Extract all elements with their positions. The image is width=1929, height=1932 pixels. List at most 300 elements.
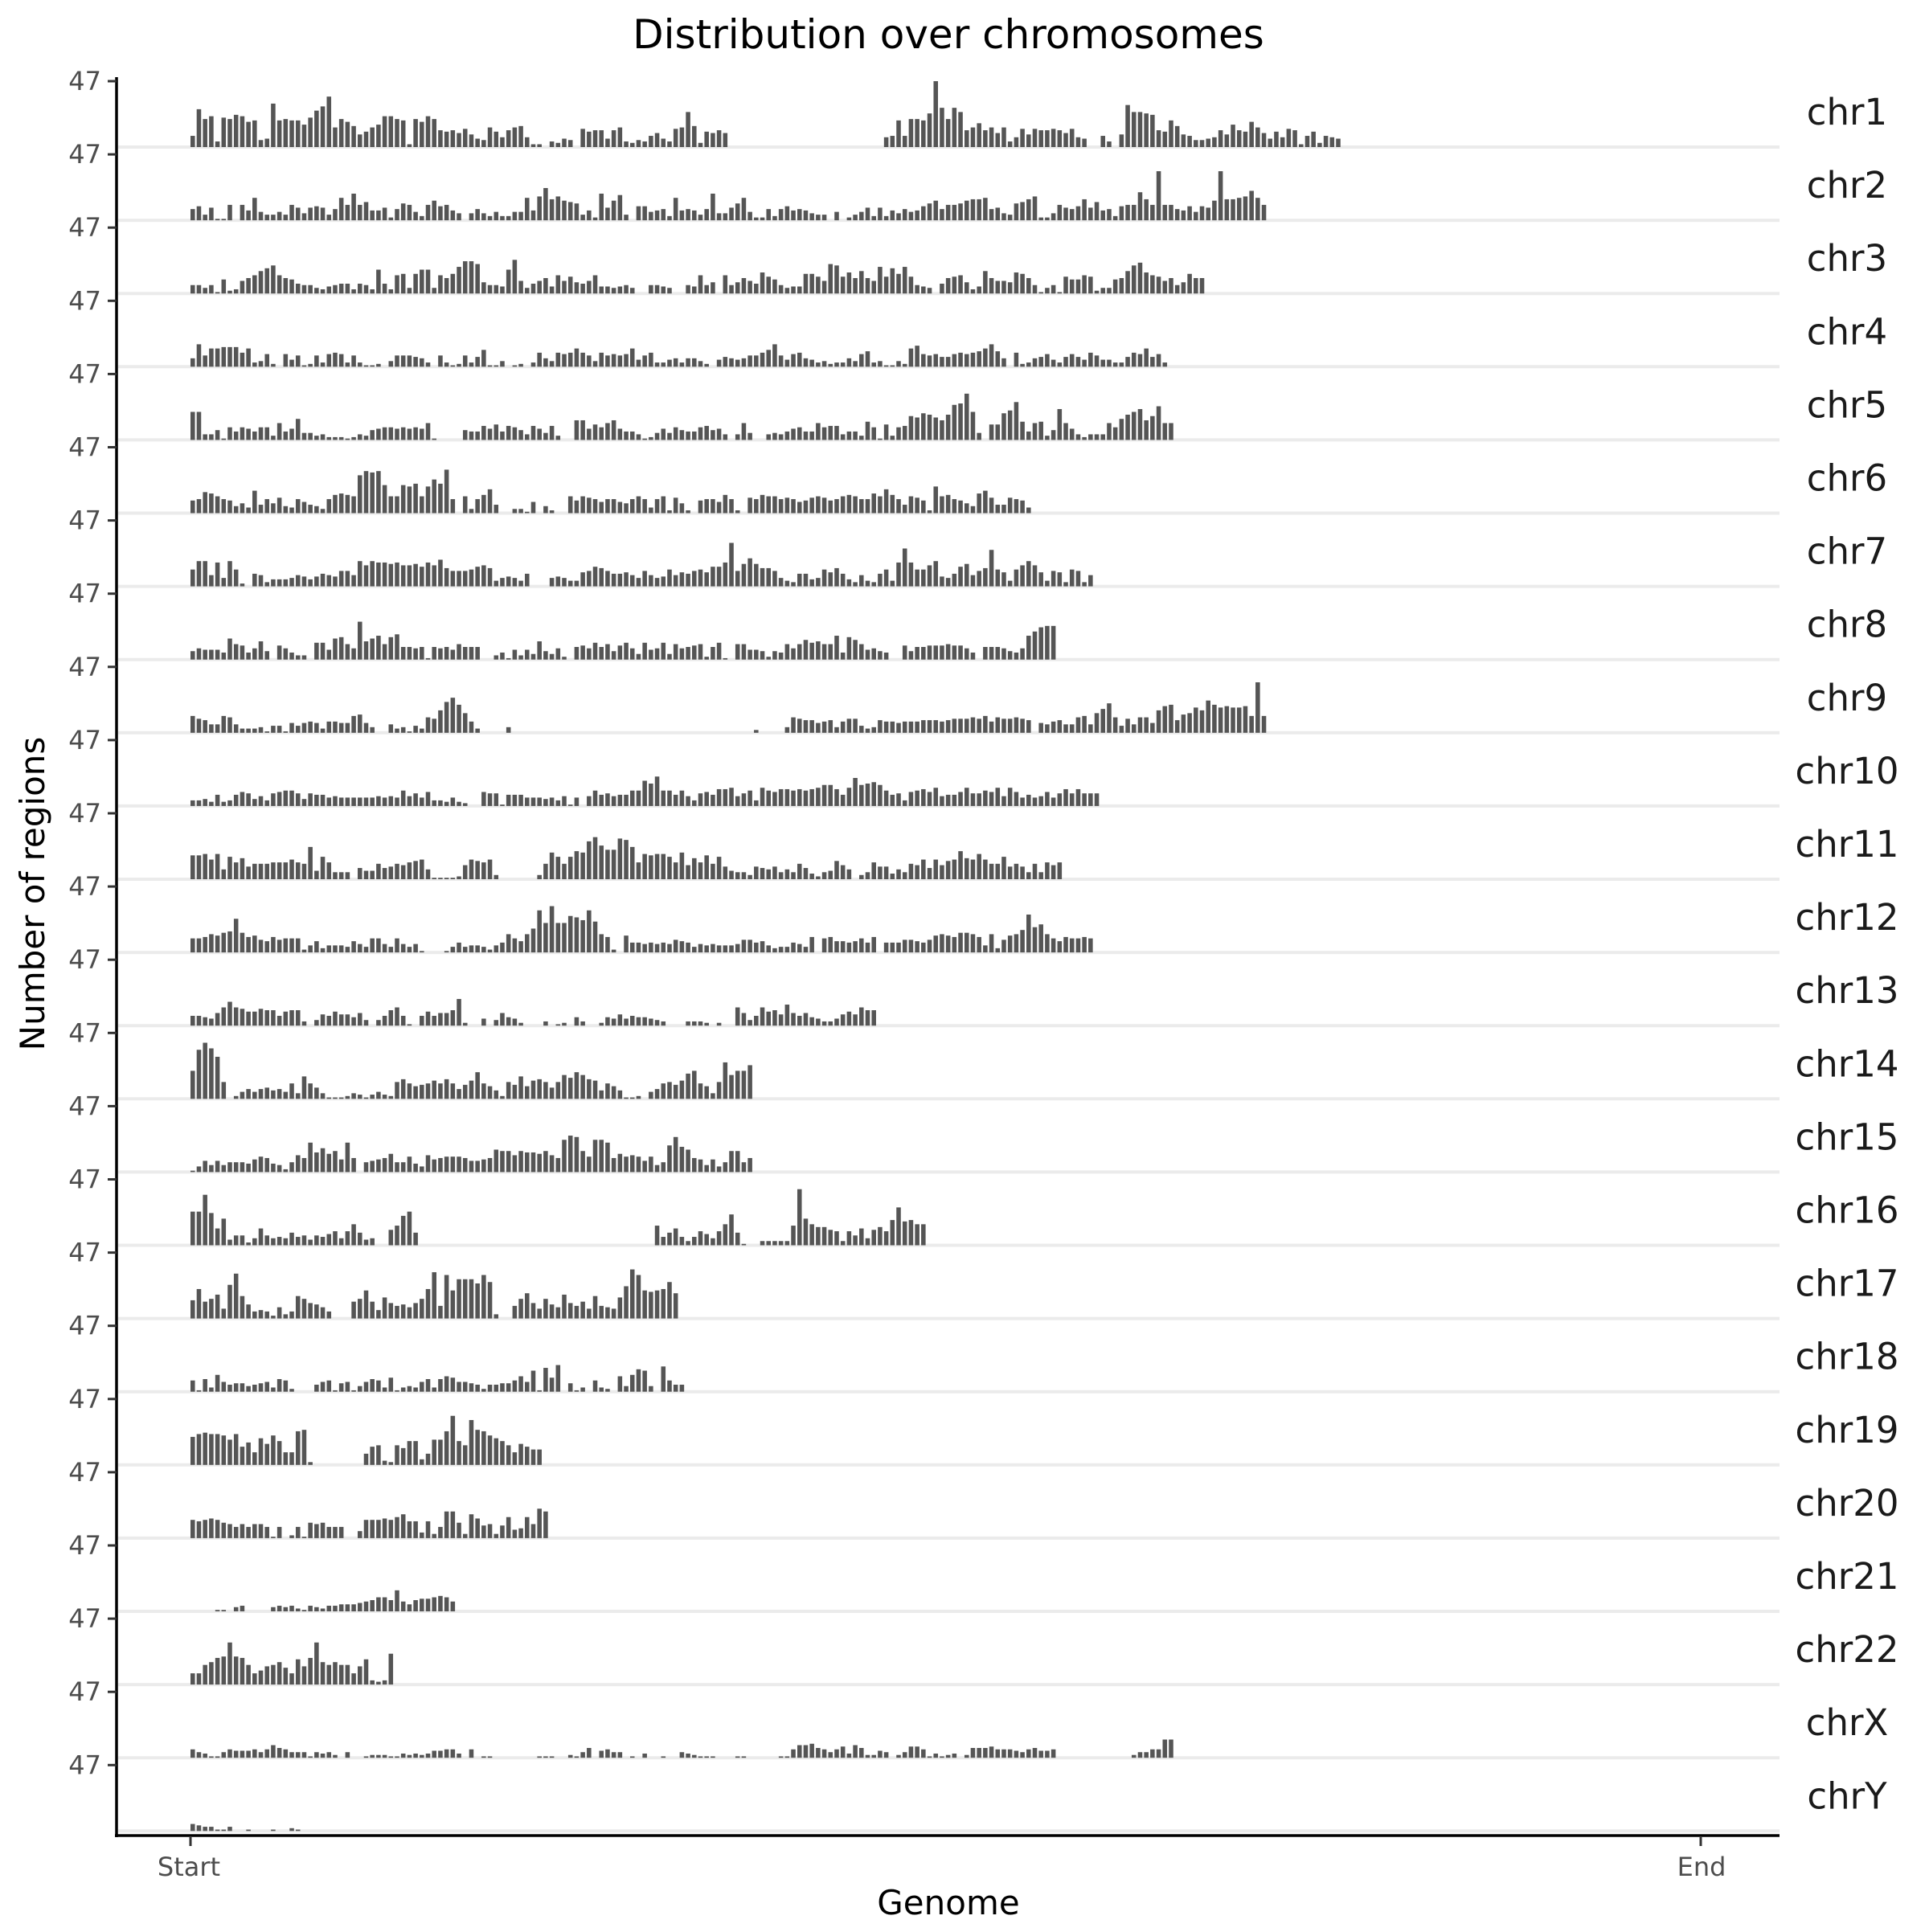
bar-chr8-2 [203,649,207,659]
bar-chr22-19 [308,1658,313,1684]
bar-chr9-147 [1100,709,1105,733]
bar-chr6-74 [649,508,653,514]
bar-chr4-17 [296,355,301,366]
bar-chr16-20 [314,1235,319,1245]
bar-chr10-106 [847,788,852,806]
bar-chr6-19 [308,505,313,513]
bar-chr9-142 [1070,724,1075,732]
panel-chr19 [118,1409,1899,1465]
bar-chr17-14 [277,1308,282,1319]
bar-chr15-16 [289,1162,294,1172]
bar-chr12-11 [259,939,264,952]
bar-chr7-33 [395,563,399,587]
bar-chr16-108 [859,1229,864,1246]
bar-chr3-58 [550,286,555,293]
bar-chr18-51 [506,1383,511,1391]
bar-chr2-16 [289,205,294,220]
bar-chr9-160 [1182,714,1186,733]
y-tick-label-22: 47 [68,1676,101,1708]
bar-chrX-117 [915,1746,919,1758]
y-tick-label-0: 47 [68,66,101,96]
bar-chr3-60 [562,281,567,294]
bar-chr15-44 [463,1158,468,1172]
bar-chr18-35 [408,1386,412,1392]
bar-chr5-150 [1120,419,1124,440]
bar-chr2-122 [946,205,951,220]
bar-chr22-16 [289,1673,294,1684]
bar-chr10-27 [358,797,362,805]
bar-chr5-39 [432,439,436,440]
bar-chr11-88 [735,872,740,879]
bar-chr2-38 [426,205,431,220]
bar-chr22-14 [277,1662,282,1684]
bar-chr10-114 [896,793,901,806]
bar-chr22-12 [264,1666,269,1684]
bar-chr12-104 [834,941,839,952]
bar-chr12-72 [637,943,641,952]
bar-chr6-97 [791,499,796,513]
bar-chr3-113 [891,268,895,293]
bar-chr10-100 [809,789,814,806]
bar-chr3-25 [346,284,350,293]
bar-chr21-24 [339,1604,344,1611]
bar-chr12-142 [1070,939,1075,952]
bar-chr6-96 [785,497,790,513]
bar-chr21-28 [364,1602,369,1611]
bar-chr11-78 [674,862,678,879]
bar-chr10-59 [556,800,561,806]
panel-chr6 [118,457,1887,514]
bar-chr2-36 [413,212,418,220]
bar-chr14-43 [457,1089,461,1099]
bar-chr2-142 [1070,209,1075,220]
bar-chr1-51 [506,130,511,147]
bar-chr8-111 [878,651,883,659]
bar-chr5-101 [816,423,821,440]
bar-chr8-110 [871,649,876,660]
panel-chrX [118,1701,1888,1758]
bar-chr10-1 [197,800,202,806]
bar-chr2-68 [612,201,616,220]
bar-chr2-5 [222,219,227,220]
bar-chr8-17 [296,655,301,659]
bar-chr15-53 [518,1151,523,1172]
bar-chr4-33 [395,355,399,366]
bar-chr15-69 [618,1154,623,1173]
bar-chr20-12 [264,1527,269,1538]
bar-chr2-149 [1113,216,1118,220]
bar-chr16-114 [896,1207,901,1245]
bar-chr4-61 [568,353,573,366]
bar-chr1-176 [1280,137,1285,147]
bar-chr1-85 [717,130,722,147]
bar-chr12-145 [1088,939,1093,952]
bar-chr20-48 [488,1524,493,1537]
bar-chr13-27 [358,1013,362,1026]
y-tick-label-15: 47 [68,1164,101,1195]
bar-chr11-13 [271,862,276,879]
bar-chr4-137 [1038,357,1043,366]
bar-chr3-44 [463,261,468,293]
bar-chr10-78 [674,795,678,806]
bar-chr6-121 [940,497,944,514]
bar-chr10-26 [351,797,356,805]
bar-chr9-25 [346,723,350,733]
bar-chr5-104 [834,426,839,440]
bar-chr18-27 [358,1386,362,1392]
bar-chr9-123 [952,718,957,732]
bar-chr6-104 [834,499,839,513]
bar-chrX-88 [735,1756,740,1758]
bar-chr11-108 [859,875,864,879]
panel-chr3 [118,237,1887,293]
bar-chr9-159 [1175,720,1180,733]
bar-chr4-11 [259,361,264,366]
bar-chr11-120 [933,860,938,879]
bar-chr13-108 [859,1008,864,1026]
panel-chr14 [118,1042,1899,1099]
bar-chr8-79 [680,649,685,660]
bar-chr10-9 [246,793,251,806]
bar-chr22-29 [370,1680,375,1684]
bar-chr5-11 [259,428,264,440]
bar-chr1-153 [1138,112,1143,147]
bar-chr16-98 [797,1189,802,1246]
bar-chr1-44 [463,129,468,147]
bar-chr11-101 [816,877,821,879]
bar-chr17-19 [308,1303,313,1318]
bar-chrX-57 [543,1756,548,1758]
bar-chr15-49 [494,1149,498,1172]
bar-chr13-101 [816,1018,821,1025]
bar-chr18-4 [215,1375,220,1392]
bar-chr5-112 [884,424,889,440]
bar-chr4-22 [326,354,331,367]
bar-chr3-97 [791,286,796,293]
bar-chr17-54 [525,1293,530,1318]
bar-chr13-31 [383,1016,387,1025]
bar-chr5-137 [1038,422,1043,440]
bar-chr11-124 [958,851,963,879]
bar-chr18-24 [339,1383,344,1391]
bar-chrX-127 [977,1748,981,1758]
bar-chr6-23 [333,495,338,514]
bar-chr15-76 [661,1162,666,1172]
bar-chr10-108 [859,785,864,806]
bar-chr15-40 [438,1158,443,1172]
bar-chr17-28 [364,1291,369,1319]
bar-chr11-98 [797,864,802,879]
bar-chr13-100 [809,1017,814,1025]
bar-chr6-0 [190,501,195,514]
bar-chrX-42 [451,1750,456,1758]
bar-chr8-16 [289,653,294,660]
bar-chr5-28 [364,436,369,440]
bar-chr4-130 [996,351,1001,366]
bar-chr12-113 [891,943,895,952]
bar-chr2-137 [1038,218,1043,220]
bar-chr13-57 [543,1021,548,1025]
bar-chr4-156 [1157,354,1161,367]
bar-chr3-59 [556,276,561,294]
bar-chr1-49 [494,132,498,147]
bar-chr9-117 [915,722,919,733]
bar-chr6-70 [624,503,629,513]
bar-chr7-114 [896,563,901,587]
panel-chr1 [118,81,1887,147]
bar-chr2-81 [692,211,697,220]
bar-chr14-64 [587,1079,592,1099]
bar-chr16-92 [760,1241,765,1245]
bar-chr19-45 [469,1420,474,1465]
bar-chr10-144 [1082,793,1087,806]
bar-chr3-50 [500,286,505,293]
bar-chr7-136 [1033,565,1038,586]
bar-chrX-28 [364,1756,369,1758]
bar-chr10-97 [791,791,796,806]
bar-chrX-68 [612,1752,616,1758]
bar-chr9-156 [1157,710,1161,733]
bar-chr20-44 [463,1534,468,1538]
bar-chr4-95 [779,355,784,366]
bar-chr7-3 [209,575,214,587]
bar-chr8-32 [389,637,394,660]
bar-chr15-47 [481,1160,486,1173]
bar-chr9-26 [351,716,356,733]
bar-chr1-52 [513,128,518,147]
bar-chr14-39 [432,1081,436,1099]
bar-chr2-87 [729,207,734,220]
panel-chr8 [118,604,1887,660]
bar-chr22-27 [358,1666,362,1684]
bar-chr16-105 [841,1241,846,1245]
bar-chr11-117 [915,866,919,879]
bar-chr10-86 [723,789,728,806]
bar-chr11-97 [791,872,796,879]
bar-chr7-139 [1051,571,1056,586]
bar-chr2-4 [215,219,220,220]
bar-chr5-141 [1063,423,1068,440]
bar-chr7-37 [420,567,424,586]
bar-chr22-2 [203,1665,207,1684]
bar-chr10-33 [395,797,399,805]
bar-chr18-62 [575,1390,580,1392]
bar-chr8-90 [747,649,752,659]
y-tick-label-5: 47 [68,432,101,463]
bar-chr22-13 [271,1665,276,1684]
bar-chr22-3 [209,1662,214,1684]
bar-chr1-61 [568,140,573,147]
y-axis-title: Number of regions [13,736,52,1051]
bar-chr8-88 [735,645,740,660]
bar-chrX-73 [642,1754,647,1758]
bar-chr7-11 [259,575,264,587]
bar-chrY-0 [190,1824,195,1832]
bar-chr7-113 [891,581,895,587]
bar-chr20-1 [197,1521,202,1538]
bar-chr17-70 [624,1286,629,1318]
bar-chr8-123 [952,645,957,659]
bar-chr12-31 [383,944,387,952]
bar-chr3-76 [661,286,666,293]
bar-chr10-109 [866,784,870,806]
bar-chr8-109 [866,649,870,659]
bar-chr18-20 [314,1385,319,1392]
bar-chr13-52 [513,1018,518,1025]
bar-chr6-24 [339,493,344,513]
bar-chr10-52 [513,795,518,806]
bar-chr2-90 [747,212,752,220]
bar-chr20-4 [215,1520,220,1538]
bar-chr3-114 [896,274,901,293]
bar-chr6-33 [395,497,399,514]
bar-chr4-105 [841,362,846,366]
bar-chr8-73 [642,643,647,660]
bar-chr7-44 [463,571,468,586]
bar-chrX-83 [704,1756,709,1758]
bar-chr20-32 [389,1520,394,1538]
bar-chr12-41 [444,951,449,952]
bar-chr1-31 [383,117,387,147]
bar-chr4-100 [809,360,814,367]
bar-chrX-157 [1163,1740,1168,1758]
bar-chr6-135 [1026,508,1031,514]
bar-chr4-53 [518,364,523,366]
bar-chr20-45 [469,1514,474,1538]
bar-chr12-64 [587,911,592,952]
bar-chr1-140 [1058,130,1063,147]
bar-chr15-37 [420,1166,424,1172]
bar-chr4-1 [197,344,202,366]
bar-chr17-32 [389,1303,394,1318]
bar-chr13-9 [246,1012,251,1025]
bar-chr17-11 [259,1310,264,1318]
bar-chr5-6 [227,428,232,440]
x-axis-title: Genome [877,1883,1020,1922]
bar-chr2-3 [209,207,214,220]
bar-chr6-49 [494,505,498,513]
bar-chr15-29 [370,1160,375,1172]
bar-chr5-82 [698,428,703,440]
bar-chr7-123 [952,574,957,587]
bar-chr14-72 [637,1096,641,1099]
bar-chr12-137 [1038,924,1043,952]
bar-chr4-18 [302,366,307,367]
bar-chr18-30 [376,1381,381,1392]
bar-chr16-83 [704,1234,709,1246]
bar-chr19-47 [481,1431,486,1465]
bar-chr14-89 [742,1070,747,1099]
bar-chr2-124 [958,203,963,220]
bar-chr2-134 [1020,202,1025,220]
bar-chr4-118 [921,354,926,367]
bar-chr7-74 [649,575,653,587]
bar-chr11-8 [240,858,245,879]
bar-chr12-56 [537,911,542,952]
bar-chr1-68 [612,130,616,147]
bar-chr1-83 [704,132,709,147]
bar-chr11-129 [989,864,994,879]
bar-chr10-23 [333,796,338,806]
bar-chr17-42 [451,1291,456,1319]
bar-chr13-96 [785,1005,790,1025]
bar-chr4-45 [469,362,474,366]
bar-chr4-116 [909,349,914,367]
bar-chr1-171 [1249,122,1254,147]
bar-chr17-63 [580,1302,585,1319]
bar-chr5-139 [1051,430,1056,440]
bar-chr12-82 [698,944,703,952]
bar-chr17-10 [252,1312,257,1319]
bar-chr9-138 [1045,724,1050,732]
bar-chr3-70 [624,285,629,293]
bar-chrX-115 [903,1752,907,1758]
bar-chr12-143 [1076,939,1081,952]
bar-chr3-142 [1070,280,1075,293]
bar-chr6-48 [488,489,493,514]
bar-chr8-67 [605,645,610,660]
bar-chr2-107 [853,215,858,220]
bar-chr5-19 [308,433,313,440]
bar-chr21-8 [240,1606,245,1611]
bar-chr16-26 [351,1224,356,1245]
bar-chr14-13 [271,1091,276,1099]
bar-chr22-1 [197,1673,202,1684]
bar-chr13-49 [494,1020,498,1025]
bar-chr3-5 [222,280,227,293]
bar-chr9-133 [1014,718,1019,733]
bar-chr7-82 [698,570,703,587]
bar-chr3-8 [240,281,245,294]
bar-chr13-73 [642,1017,647,1025]
bar-chr6-76 [661,497,666,514]
bar-chr12-84 [711,944,715,952]
bar-chr20-28 [364,1520,369,1538]
bar-chr7-109 [866,581,870,587]
bar-chr12-54 [525,934,530,952]
bar-chr8-84 [711,647,715,660]
strip-label-chr18: chr18 [1795,1335,1899,1378]
bar-chr12-90 [747,939,752,952]
bar-chr7-73 [642,571,647,586]
bar-chr2-12 [264,215,269,220]
bar-chr15-41 [444,1156,449,1172]
bar-chr3-96 [785,288,790,293]
bar-chr5-146 [1095,434,1100,440]
bar-chr12-81 [692,947,697,952]
bar-chr16-16 [289,1233,294,1246]
bar-chr11-21 [321,857,326,879]
y-tick-label-10: 47 [68,798,101,829]
bar-chr4-133 [1014,353,1019,366]
bar-chr5-110 [871,428,876,440]
bar-chr15-28 [364,1162,369,1172]
bar-chr4-32 [389,361,394,366]
bar-chr9-43 [457,705,461,733]
bar-chr3-84 [711,282,715,293]
bar-chr2-167 [1225,199,1230,220]
bar-chr2-89 [742,198,747,220]
bar-chr20-22 [326,1527,331,1538]
bar-chr18-70 [624,1386,629,1392]
bar-chr5-67 [605,423,610,440]
strip-label-chr8: chr8 [1806,603,1888,646]
bar-chr9-165 [1212,705,1217,733]
bar-chr8-104 [834,636,839,660]
bar-chr16-4 [215,1229,220,1246]
bar-chr12-18 [302,950,307,952]
bar-chr6-79 [680,503,685,513]
